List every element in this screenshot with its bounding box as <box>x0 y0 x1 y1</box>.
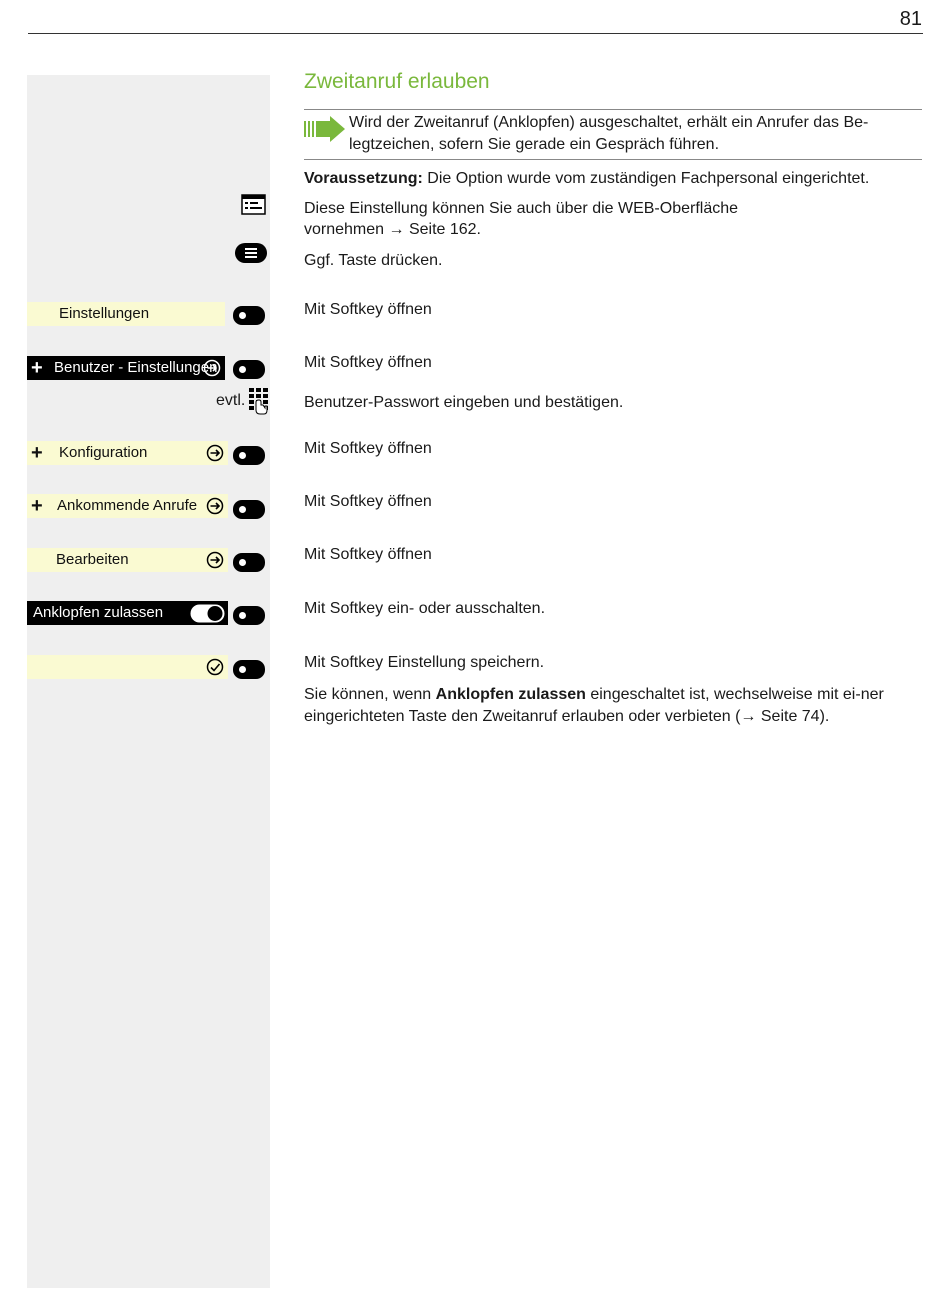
step-4: Benutzer-Passwort eingeben und bestätigen. <box>304 394 624 411</box>
final-paragraph <box>304 684 924 728</box>
step-9: Mit Softkey Einstellung speichern. <box>304 654 545 671</box>
arrow-right-circle-icon <box>206 444 224 462</box>
menu-label: Ankommende Anrufe <box>57 497 198 514</box>
evtl-label: evtl. <box>216 392 246 409</box>
menu-item-einstellungen[interactable] <box>27 302 225 326</box>
toggle-icon[interactable] <box>190 604 225 623</box>
menu-label: Anklopfen zulassen <box>33 604 164 621</box>
step-6: Mit Softkey öffnen <box>304 493 432 510</box>
menu-item-ankommende-anrufe[interactable] <box>27 494 228 518</box>
softkey-icon[interactable] <box>233 606 265 625</box>
plus-icon: + <box>31 495 43 517</box>
menu-item-bearbeiten[interactable] <box>27 548 228 572</box>
plus-icon: + <box>31 357 43 379</box>
softkey-icon[interactable] <box>233 306 265 325</box>
softkey-icon[interactable] <box>233 553 265 572</box>
menu-item-benutzer-einstellungen[interactable] <box>27 356 225 380</box>
softkey-icon[interactable] <box>233 360 265 379</box>
menu-label: Konfiguration <box>59 444 148 461</box>
arrow-right-circle-icon <box>206 551 224 569</box>
check-circle-icon <box>206 658 224 676</box>
step-3: Mit Softkey öffnen <box>304 354 432 371</box>
final-post: eingeschaltet ist, wechselweise mit ei-ner eingerichteten Taste den Zweitanruf erlauben oder verbieten (→ Seite 74). <box>304 686 884 725</box>
note-arrow-icon <box>304 116 346 142</box>
note-bottom-rule <box>304 159 922 160</box>
step-2: Mit Softkey öffnen <box>304 301 432 318</box>
prerequisite-label: Voraussetzung: <box>304 170 423 187</box>
step-1: Ggf. Taste drücken. <box>304 252 443 269</box>
step-7: Mit Softkey öffnen <box>304 546 432 563</box>
keypad-icon[interactable] <box>249 388 268 415</box>
menu-label: Benutzer - Einstellungen <box>54 359 218 376</box>
header-rule <box>28 33 923 34</box>
step-5: Mit Softkey öffnen <box>304 440 432 457</box>
menu-label: Einstellungen <box>59 305 150 322</box>
menu-item-anklopfen-zulassen[interactable] <box>27 601 228 625</box>
step-8: Mit Softkey ein- oder ausschalten. <box>304 600 546 617</box>
menu-item-save[interactable] <box>27 655 228 679</box>
menu-item-konfiguration[interactable] <box>27 441 228 465</box>
note-top-rule <box>304 109 922 110</box>
page-number: 81 <box>899 8 922 30</box>
prerequisite <box>304 168 924 189</box>
plus-icon: + <box>31 442 43 464</box>
softkey-icon[interactable] <box>233 500 265 519</box>
softkey-icon[interactable] <box>233 660 265 679</box>
final-bold: Anklopfen zulassen <box>435 686 586 703</box>
softkey-icon[interactable] <box>233 446 265 465</box>
menu-key-icon[interactable] <box>235 243 267 263</box>
menu-label: Bearbeiten <box>56 551 129 568</box>
left-column <box>27 75 270 1288</box>
final-pre: Sie können, wenn <box>304 686 436 703</box>
phone-display-icon <box>241 194 266 215</box>
prerequisite-text: Die Option wurde vom zuständigen Fachpersonal eingerichtet. <box>422 170 870 187</box>
web-note: Diese Einstellung können Sie auch über die WEB-Oberfläche vornehmen → Seite 162. <box>304 200 739 238</box>
page-title: Zweitanruf erlauben <box>304 70 490 93</box>
note-text: Wird der Zweitanruf (Anklopfen) ausgeschaltet, erhält ein Anrufer das Be-legtzeichen, sofern Sie gerade ein Gespräch führen. <box>349 114 869 153</box>
arrow-right-circle-icon <box>203 359 221 377</box>
arrow-right-circle-icon <box>206 497 224 515</box>
